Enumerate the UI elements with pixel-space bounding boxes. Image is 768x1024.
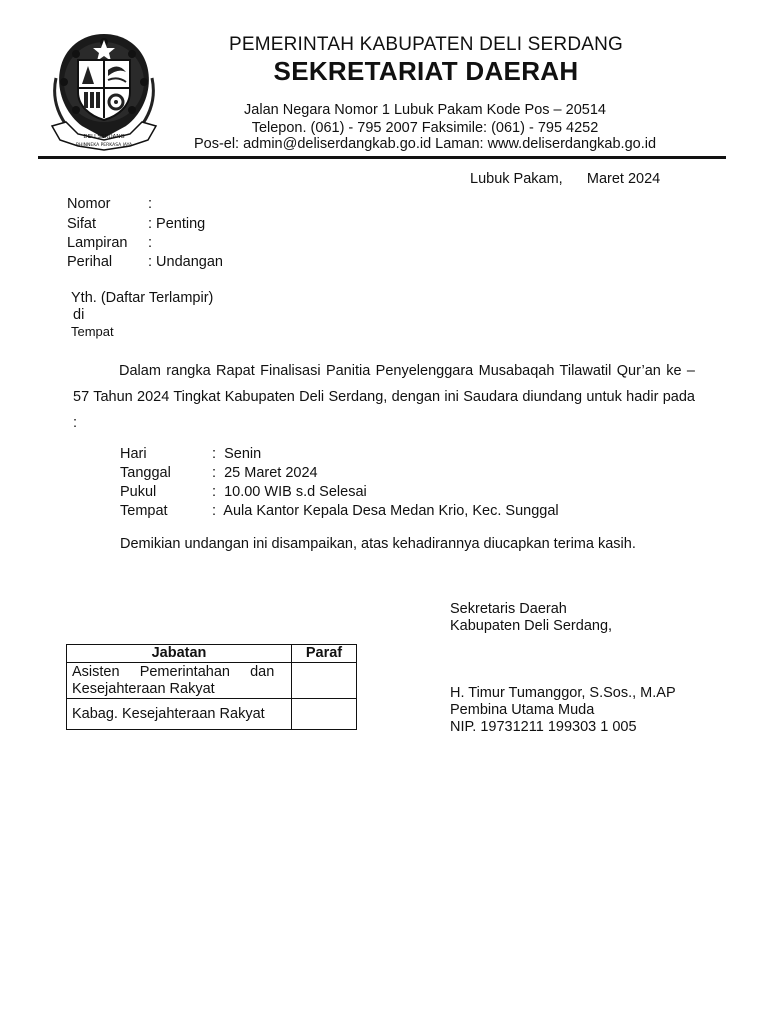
logo-text-bottom: BHINNEKA PERKASA JAYA (75, 143, 133, 148)
letterhead-rule (38, 156, 726, 159)
detail-label-hari: Hari (120, 446, 147, 462)
meta-label-sifat: Sifat (67, 216, 97, 232)
meta-label-lampiran: Lampiran (67, 235, 128, 251)
jabatan-line1: Asisten Pemerintahan dan (72, 664, 275, 680)
recipient-line2: di (73, 307, 85, 323)
jabatan-line2: Kesejahteraan Rakyat (72, 681, 215, 697)
jabatan-cell: Kabag. Kesejahteraan Rakyat (67, 699, 292, 730)
meta-value-perihal: : Undangan (148, 254, 223, 270)
meta-value-lampiran: : (148, 235, 153, 251)
detail-value-tempat: : Aula Kantor Kepala Desa Medan Krio, Kec. Sunggal (212, 503, 559, 519)
recipient-line1: Yth. (Daftar Terlampir) (71, 290, 214, 306)
phone-line: Telepon. (061) - 795 2007 Faksimile: (061) - 795 4252 (251, 120, 599, 136)
opening-paragraph: Dalam rangka Rapat Finalisasi Panitia Penyelenggara Musabaqah Tilawatil Qur’an ke – 57 Tahun 2024 Tingkat Kabupaten Deli Serdang, dengan ini Saudara diundang untuk hadir pada : (73, 363, 695, 431)
deli-serdang-seal-logo (48, 30, 160, 154)
header-paraf: Paraf (292, 645, 357, 663)
closing-paragraph: Demikian undangan ini disampaikan, atas kehadirannya diucapkan terima kasih. (120, 536, 636, 552)
detail-value-pukul: : 10.00 WIB s.d Selesai (212, 484, 367, 500)
meta-label-nomor: Nomor (67, 196, 111, 212)
meta-value-sifat: : Penting (148, 216, 206, 232)
address-line: Jalan Negara Nomor 1 Lubuk Pakam Kode Pos – 20514 (244, 102, 606, 118)
meta-value-nomor: : (148, 196, 153, 212)
logo-text-top: DELI SERDANG (83, 134, 125, 140)
detail-label-tempat: Tempat (120, 503, 168, 519)
detail-label-pukul: Pukul (120, 484, 157, 500)
paraf-cell[interactable] (292, 663, 357, 699)
table-row (67, 663, 357, 699)
signature-rank: Pembina Utama Muda (450, 702, 595, 718)
detail-label-tanggal: Tanggal (120, 465, 171, 481)
signature-name: H. Timur Tumanggor, S.Sos., M.AP (450, 685, 676, 701)
office-name: SEKRETARIAT DAERAH (273, 56, 579, 86)
table-header-row (67, 645, 357, 663)
government-name: PEMERINTAH KABUPATEN DELI SERDANG (228, 34, 624, 55)
recipient-line3: Tempat (71, 324, 114, 339)
jabatan-cell (67, 663, 292, 699)
signature-title1: Sekretaris Daerah (450, 601, 567, 617)
header-jabatan: Jabatan (67, 645, 292, 663)
detail-value-tanggal: : 25 Maret 2024 (212, 465, 318, 481)
paraf-table (66, 644, 357, 730)
meta-label-perihal: Perihal (67, 254, 113, 270)
paraf-cell[interactable] (292, 699, 357, 730)
web-line: Pos-el: admin@deliserdangkab.go.id Laman: www.deliserdangkab.go.id (193, 136, 657, 152)
signature-nip: NIP. 19731211 199303 1 005 (450, 719, 637, 735)
signature-title2: Kabupaten Deli Serdang, (450, 618, 613, 634)
table-row (67, 699, 357, 730)
detail-value-hari: : Senin (212, 446, 262, 462)
date-place: Lubuk Pakam, Maret 2024 (470, 171, 661, 187)
